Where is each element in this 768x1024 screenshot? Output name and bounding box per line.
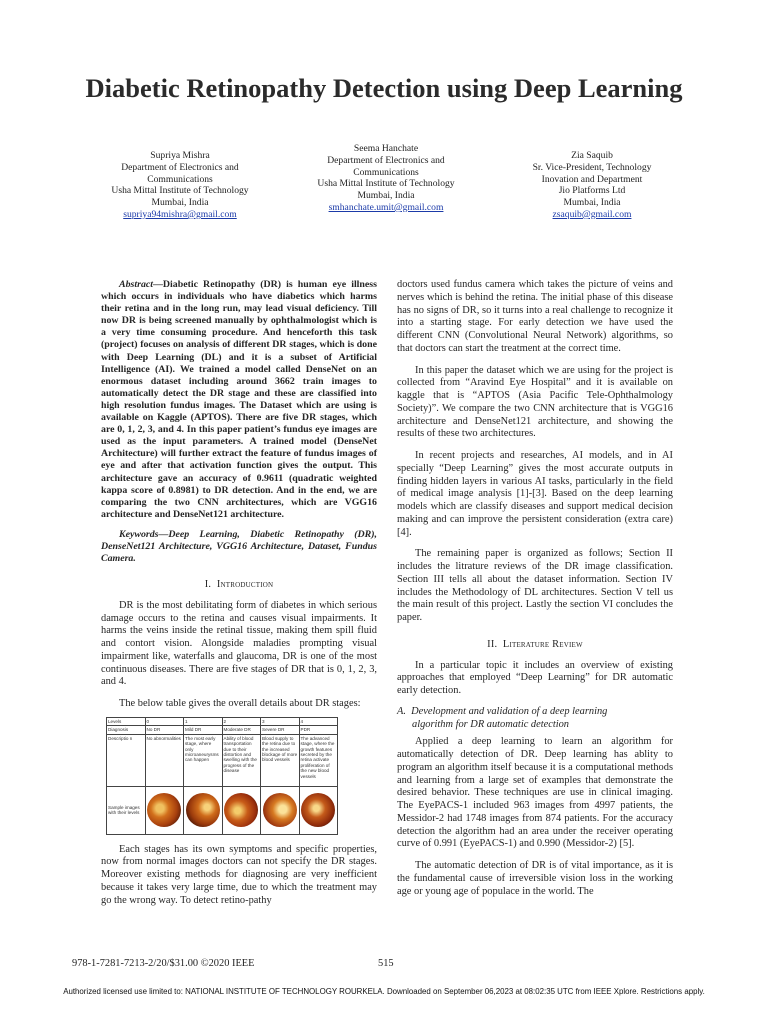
fundus-image [147,793,181,827]
subsection-heading [397,706,673,732]
table-cell: Diagnosis [107,726,146,734]
table-cell: The advanced stage, where the growth features secreted by the retina activate proliferation of the new blood vessels [299,734,338,786]
table-cell: 0 [145,717,184,725]
table-cell [184,786,223,834]
table-cell: Blood supply to the retina due to the increased blockage of more blood vessels [261,734,300,786]
table-cell: 4 [299,717,338,725]
body-paragraph: The remaining paper is organized as follows; Section II includes the litrature reviews of the DR image classification. Section III tells all about the dataset information. Section IV includes the Methodology of DL architectures. Section V tell us the main result of this project. Lastly the section VI concludes the paper. [397,548,673,623]
author-affiliation: Jio Platforms Ltd [558,185,626,197]
author-affiliation: Communications [353,166,419,178]
author-city: Mumbai, India [151,197,209,209]
section-heading-introduction [101,579,377,592]
author-affiliation: Communications [147,173,213,185]
section-title: Introduction [216,579,274,591]
author-affiliation: Sr. Vice-President, Technology [532,161,652,173]
body-paragraph: In this paper the dataset which we are using for the project is collected from “Aravind Eye Hospital” and it is available on kaggle that is “APTOS (Asia Pacific Tele-Ophthalmology Society)”. We compare the two CNN architecture that is VGG16 architecture and DenseNet121 architecture, and showing the results of these two architectures. [397,364,673,440]
table-cell [299,786,338,834]
keywords: Keywords—Deep Learning, Diabetic Retinopathy (DR), DenseNet121 Architecture, VGG16 Architecture, Dataset, Fundus Camera. [101,528,377,565]
author-city: Mumbai, India [357,190,415,202]
author-affiliation: Department of Electronics and [327,154,445,166]
subsection-title: Development and validation of a deep learning [411,705,608,717]
body-paragraph: The below table gives the overall details about DR stages: [119,698,361,710]
abstract [101,279,377,521]
abstract-label: Abstract [119,279,154,290]
author-name: Zia Saquib [571,150,613,161]
license-notice: Authorized licensed use limited to: NATIONAL INSTITUTE OF TECHNOLOGY ROURKELA. Downloaded on September 06,2023 at 08:02:35 UTC from IEEE Xplore. Restrictions apply. [63,987,705,996]
abstract-text: —Diabetic Retinopathy (DR) is human eye illness which occurs in individuals who have diabetics which harms their retina and in the long run, may lead visual deficiency. Till now DR is being screened manually by ophthalmologist which is a very time consuming procedure. And henceforth this task (project) focuses on analysis of different DR stages, which is done with Deep Learning (DL) and it is a subset of Artificial Intelligence (AI). We trained a model called DenseNet on an enormous dataset including around 3662 train images to automatically detect the DR stage and these are classified into high resolution fundus images. The Dataset which are using is available on Kaggle (APTOS). There are five DR stages, which are 0, 1, 2, 3, and 4. In this paper patient’s fundus eye images are used as the input parameters. A trained model (DenseNet Architecture) will further extract the feature of fundus images of eye and after that activation function gives the output. This architecture gave an accuracy of 0.9611 (quadratic weighted kappa score of 0.8981) to DR detection. And in the end, we are comparing the two CNN architectures, which are VGG16 architecture and DenseNet121 architecture. [101,279,377,520]
body-paragraph: Applied a deep learning to learn an algorithm for automatically detection of DR. Deep learning has ablity to program an algorithm itself because it is a computational methods and learning from a large set of examples that demonstrate the desired behavior. These techniques are use in clinical imaging. The EyePACS-1 included 963 images from 4997 patients, the Messidor-2 had 1748 images from 874 patients. For the accuracy detection the algorithm had an area under the receiver operating curve of 0.991 (EyePACS-1) and 0.990 (Messidor-2) [5]. [397,736,673,850]
subsection-label: A. [397,705,406,717]
section-number: II. [487,638,498,650]
body-paragraph: The automatic detection of DR is of vital importance, as it is the fundamental cause of irreversible vision loss in the working age or young age of populace in the world. The [397,860,673,897]
table-cell: Sample images with their levels [107,786,146,834]
left-column [101,279,377,907]
author-name: Supriya Mishra [150,150,210,161]
table-cell: Mild DR [184,726,223,734]
fundus-image [186,793,220,827]
fundus-image [224,793,258,827]
table-cell: Levels [107,717,146,725]
body-paragraph: DR is the most debilitating form of diabetes in which serious damage occurs to the retina and causes visual impairments. It harms the veins inside the retinal tissue, making them spill fluid and contort vision. Alongside maladies prompting visual impairment like, waterfalls and glaucoma, DR is one of the most continuous diseases. There are five stages of DR that is 0, 1, 2, 3, and 4. [101,599,377,688]
body-paragraph: Each stages has its own symptoms and specific properties, now from normal images doctors can not specify the DR stages. Moreover existing methods for diagnosing are very inefficient because it takes very large time, due to which the treatment may go the wrong way. To detect retino-pathy [101,843,377,906]
footer-isbn: 978-1-7281-7213-2/20/$31.00 ©2020 IEEE [72,958,255,969]
body-paragraph: doctors used fundus camera which takes the picture of veins and nerves which is behind the retina. The initial phase of this disease has no signs of DR, so it turns into a real challenge to recognize it into a starting stage. For early detection we have used the different CNN (Convolutional Neural Network) algorithms, so that doctors can start the treatment at the correct time. [397,279,673,354]
author-email-link[interactable]: zsaquib@gmail.com [552,208,632,220]
body-paragraph: In recent projects and researches, AI models, and in AI specially “Deep Learning” gives the most accurate outputs in finding hidden layers in various AI tasks, particularly in the field of medical image analysis [1]-[3]. Based on the deep learning models which are classify diseases and support medical decision making and can improve the persistent consideration (extra care) [4]. [397,450,673,538]
subsection-title: algorithm for DR automatic detection [412,718,569,730]
table-cell: 2 [222,717,261,725]
table-cell: Ability of blood transportation due to their distortion and swelling with the progress of the disease [222,734,261,786]
author-email-link[interactable]: supriya94mishra@gmail.com [123,208,237,220]
author-block [476,150,708,221]
author-block [64,150,296,221]
table-cell [222,786,261,834]
author-block [270,143,502,214]
dr-stage-table [106,717,338,835]
table-cell: PDR [299,726,338,734]
right-column [397,279,673,898]
author-affiliation: Department of Electronics and [121,161,239,173]
table-cell [261,786,300,834]
paper-title: Diabetic Retinopathy Detection using Deep Learning [85,73,683,103]
author-affiliation: Usha Mittal Institute of Technology [317,178,455,190]
table-cell: The most early stage, where only microaneurysms can happen [184,734,223,786]
page-number: 515 [378,958,394,969]
fundus-image [263,793,297,827]
fundus-image [301,793,335,827]
author-affiliation: Inovation and Department [541,173,643,185]
table-cell: Moderate DR [222,726,261,734]
section-number: I. [204,579,212,591]
body-paragraph: In a particular topic it includes an overview of existing approaches that employed “Deep Learning” for DR automatic early detection. [397,659,673,696]
table-cell: No DR [145,726,184,734]
section-title: Literature Review [502,638,583,650]
section-heading-literature-review [397,639,673,652]
author-affiliation: Usha Mittal Institute of Technology [111,185,249,197]
table-cell: Severe DR [261,726,300,734]
author-name: Seema Hanchate [353,143,419,154]
table-cell: No abnormalities [145,734,184,786]
author-email-link[interactable]: smhanchate.umit@gmail.com [328,201,444,213]
table-cell: 3 [261,717,300,725]
author-city: Mumbai, India [563,197,621,209]
table-cell [145,786,184,834]
table-cell: 1 [184,717,223,725]
table-cell: Descriptio n [107,734,146,786]
